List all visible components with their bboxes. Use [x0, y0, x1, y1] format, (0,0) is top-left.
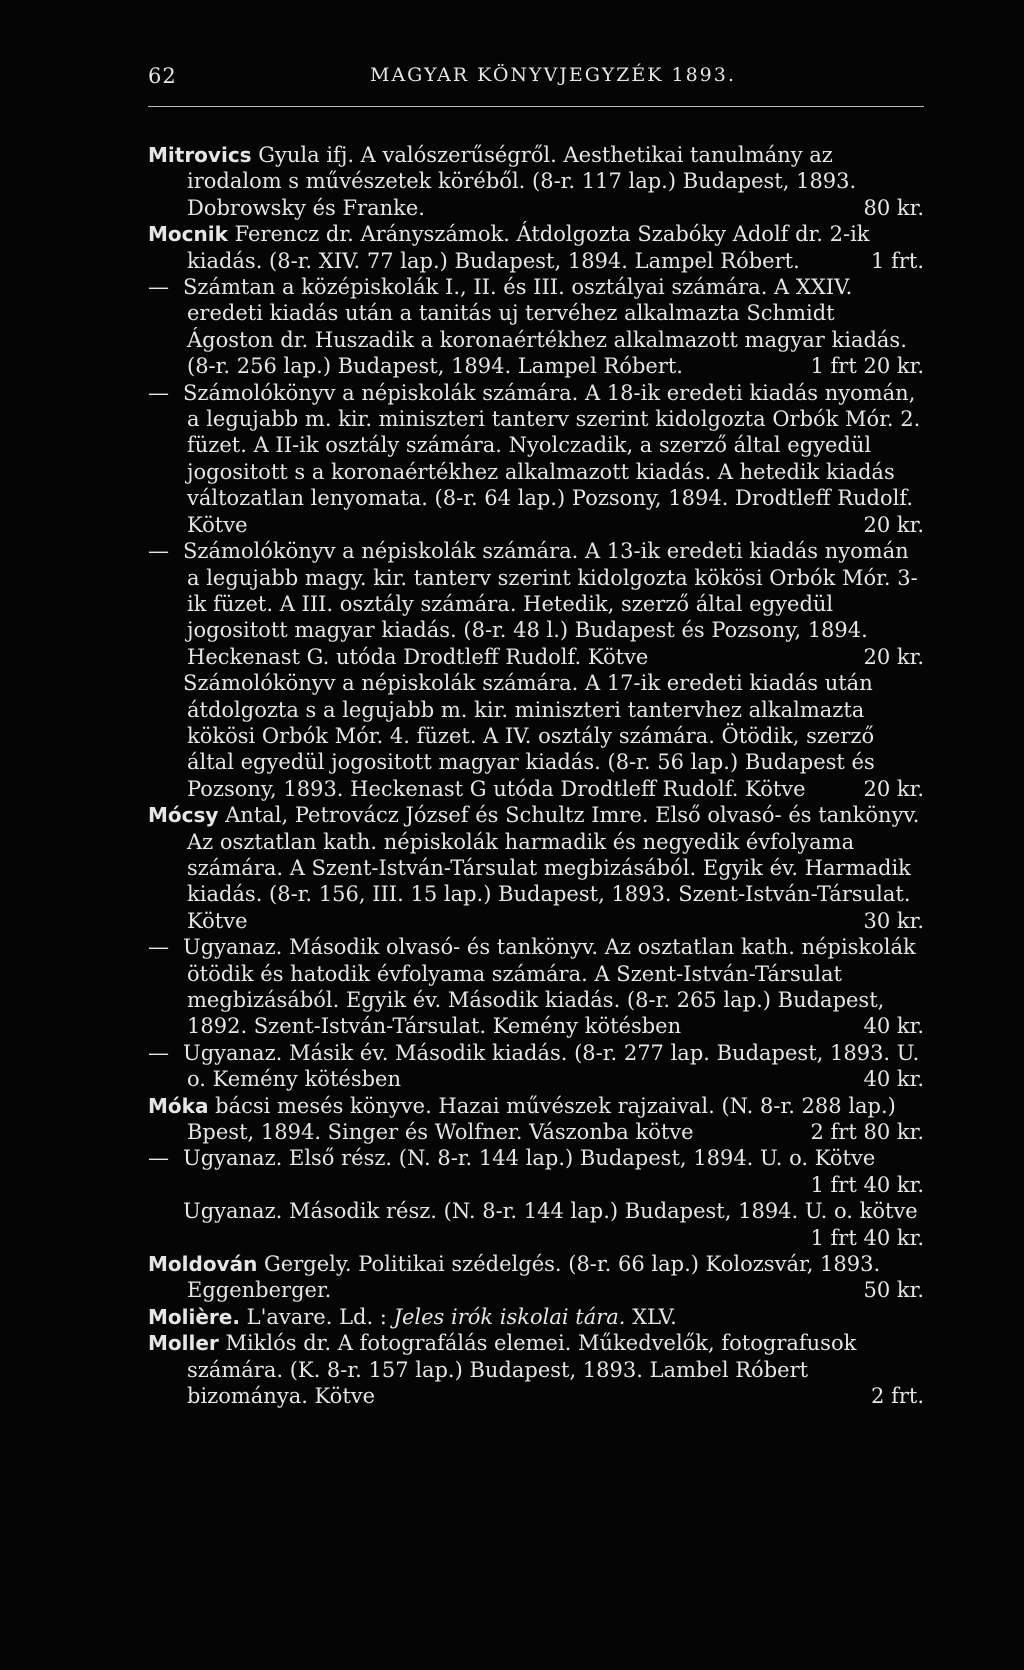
entry-text: L'avare. Ld. :: [239, 1304, 394, 1329]
entry-text: bácsi mesés könyve. Hazai művészek rajzaival. (N. 8-r. 288 lap.) Bpest, 1894. Singer és Wolfner. Vászonba kötve: [187, 1093, 896, 1145]
entry-text: Gergely. Politikai szédelgés. (8-r. 66 lap.) Kolozsvár, 1893. Eggenberger.: [187, 1252, 881, 1303]
entry-dash: —: [148, 1146, 169, 1171]
entry-list: [148, 142, 924, 1410]
entry-text: Számolókönyv a népiskolák számára. A 13-ik eredeti kiadás nyomán a legujabb magy. kir. tanterv szerint kidolgozta kökösi Orbók Mór. 3-ik füzet. A III. osztály számára. Hetedik, szerző által egyedül jogositott magyar kiadás. (8-r. 48 l.) Budapest és Pozsony, 1894. Heckenast G. utóda Drodtleff Rudolf. Kötve: [183, 539, 918, 669]
list-item: [148, 1304, 924, 1330]
entry-price: 1 frt 40 kr.: [810, 1172, 924, 1197]
list-item: [148, 1330, 924, 1409]
entry-price: 50 kr.: [863, 1278, 924, 1303]
entry-author: Mócsy: [148, 803, 219, 828]
entry-price: 40 kr.: [863, 1067, 924, 1092]
list-item: [148, 1198, 924, 1251]
entry-price: 20 kr.: [863, 512, 924, 537]
list-item: [148, 274, 924, 380]
list-item: [148, 142, 924, 221]
entry-text-after: XLV.: [625, 1304, 677, 1329]
entry-dash: —: [148, 935, 169, 960]
entry-author: Móka: [148, 1093, 209, 1118]
entry-price: 20 kr.: [863, 644, 924, 669]
page-number: 62: [148, 64, 177, 88]
entry-price: 1 frt 20 kr.: [810, 354, 924, 379]
entry-price: 1 frt 40 kr.: [810, 1225, 924, 1250]
entry-price: 1 frt.: [871, 248, 924, 273]
list-item: [148, 802, 924, 934]
entry-price: 30 kr.: [863, 908, 924, 933]
entry-author: Molière.: [148, 1304, 240, 1329]
entry-text: Gyula ifj. A valószerűségről. Aesthetikai tanulmány az irodalom s művészetek köréből. (8-r. 117 lap.) Budapest, 1893. Dobrowsky és Franke.: [187, 143, 857, 220]
entry-text: Ugyanaz. Másik év. Második kiadás. (8-r. 277 lap. Budapest, 1893. U. o. Kemény kötésben: [183, 1040, 920, 1092]
entry-text: Ferencz dr. Arányszámok. Átdolgozta Szabóky Adolf dr. 2-ik kiadás. (8-r. XIV. 77 lap.) Budapest, 1894. Lampel Róbert.: [187, 222, 870, 273]
entry-dash: —: [148, 380, 169, 405]
entry-text: Antal, Petrovácz József és Schultz Imre. Első olvasó- és tankönyv. Az osztatlan kath. népiskolák harmadik és negyedik évfolyama számára. A Szent-István-Társulat megbizásából. Egyik év. Harmadik kiadás. (8-r. 156, III. 15 lap.) Budapest, 1893. Szent-István-Társulat. Kötve: [187, 803, 920, 933]
entry-price: 2 frt 80 kr.: [810, 1120, 924, 1145]
entry-text: Ugyanaz. Második olvasó- és tankönyv. Az osztatlan kath. népiskolák ötödik és hatodik évfolyama számára. A Szent-István-Társulat megbizásából. Egyik év. Második kiadás. (8-r. 265 lap.) Budapest, 1892. Szent-István-Társulat. Kemény kötésben: [183, 935, 916, 1039]
entry-text: Ugyanaz. Második rész. (N. 8-r. 144 lap.) Budapest, 1894. U. o. kötve: [183, 1199, 918, 1224]
entry-text: Számolókönyv a népiskolák számára. A 17-ik eredeti kiadás után átdolgozta s a legujabb m. kir. miniszteri tantervhez alkalmazta kökösi Orbók Mór. 4. füzet. A IV. osztály számára. Ötödik, szerző által egyedül jogositott magyar kiadás. (8-r. 56 lap.) Budapest és Pozsony, 1893. Heckenast G utóda Drodtleff Rudolf. Kötve: [183, 671, 875, 801]
list-item: [148, 934, 924, 1040]
entry-price: 40 kr.: [863, 1014, 924, 1039]
entry-text: Számolókönyv a népiskolák számára. A 18-ik eredeti kiadás nyomán, a legujabb m. kir. miniszteri tanterv szerint kidolgozta Orbók Mór. 2. füzet. A II-ik osztály számára. Nyolczadik, a szerző által egyedül jogositott s a koronaértékhez alkalmazott kiadás. A hetedik kiadás változatlan lenyomata. (8-r. 64 lap.) Pozsony, 1894. Drodtleff Rudolf. Kötve: [183, 380, 921, 537]
list-item: [148, 538, 924, 670]
entry-text: Miklós dr. A fotografálás elemei. Műkedvelők, fotografusok számára. (K. 8-r. 157 lap.) Budapest, 1893. Lambel Róbert bizománya. Kötve: [187, 1331, 857, 1409]
page-header: [148, 64, 924, 94]
running-title: MAGYAR KÖNYVJEGYZÉK 1893.: [370, 64, 736, 86]
entry-price: 2 frt.: [871, 1384, 924, 1409]
entry-dash: —: [148, 539, 169, 564]
entry-author: Moldován: [148, 1252, 258, 1277]
list-item: [148, 1040, 924, 1093]
entry-price: 80 kr.: [863, 195, 924, 220]
entry-dash: —: [148, 1040, 169, 1065]
header-rule: [148, 106, 924, 107]
list-item: [148, 1145, 924, 1198]
entry-dash: —: [148, 275, 169, 300]
list-item: [148, 1251, 924, 1304]
list-item: [148, 670, 924, 802]
list-item: [148, 221, 924, 274]
entry-text: Ugyanaz. Első rész. (N. 8-r. 144 lap.) Budapest, 1894. U. o. Kötve: [183, 1146, 876, 1171]
entry-author: Mitrovics: [148, 143, 252, 167]
entry-author: Mocnik: [148, 222, 228, 247]
entry-price: 20 kr.: [863, 776, 924, 801]
entry-series: Jeles irók iskolai tára.: [393, 1304, 626, 1329]
list-item: [148, 1093, 924, 1146]
list-item: [148, 380, 924, 538]
entry-text: Számtan a középiskolák I., II. és III. osztályai számára. A XXIV. eredeti kiadás után a tanitás uj tervéhez alkalmazta Schmidt Ágoston dr. Huszadik a koronaértékhez alkalmazott magyar kiadás. (8-r. 256 lap.) Budapest, 1894. Lampel Róbert.: [183, 275, 907, 379]
entry-author: Moller: [148, 1331, 219, 1356]
